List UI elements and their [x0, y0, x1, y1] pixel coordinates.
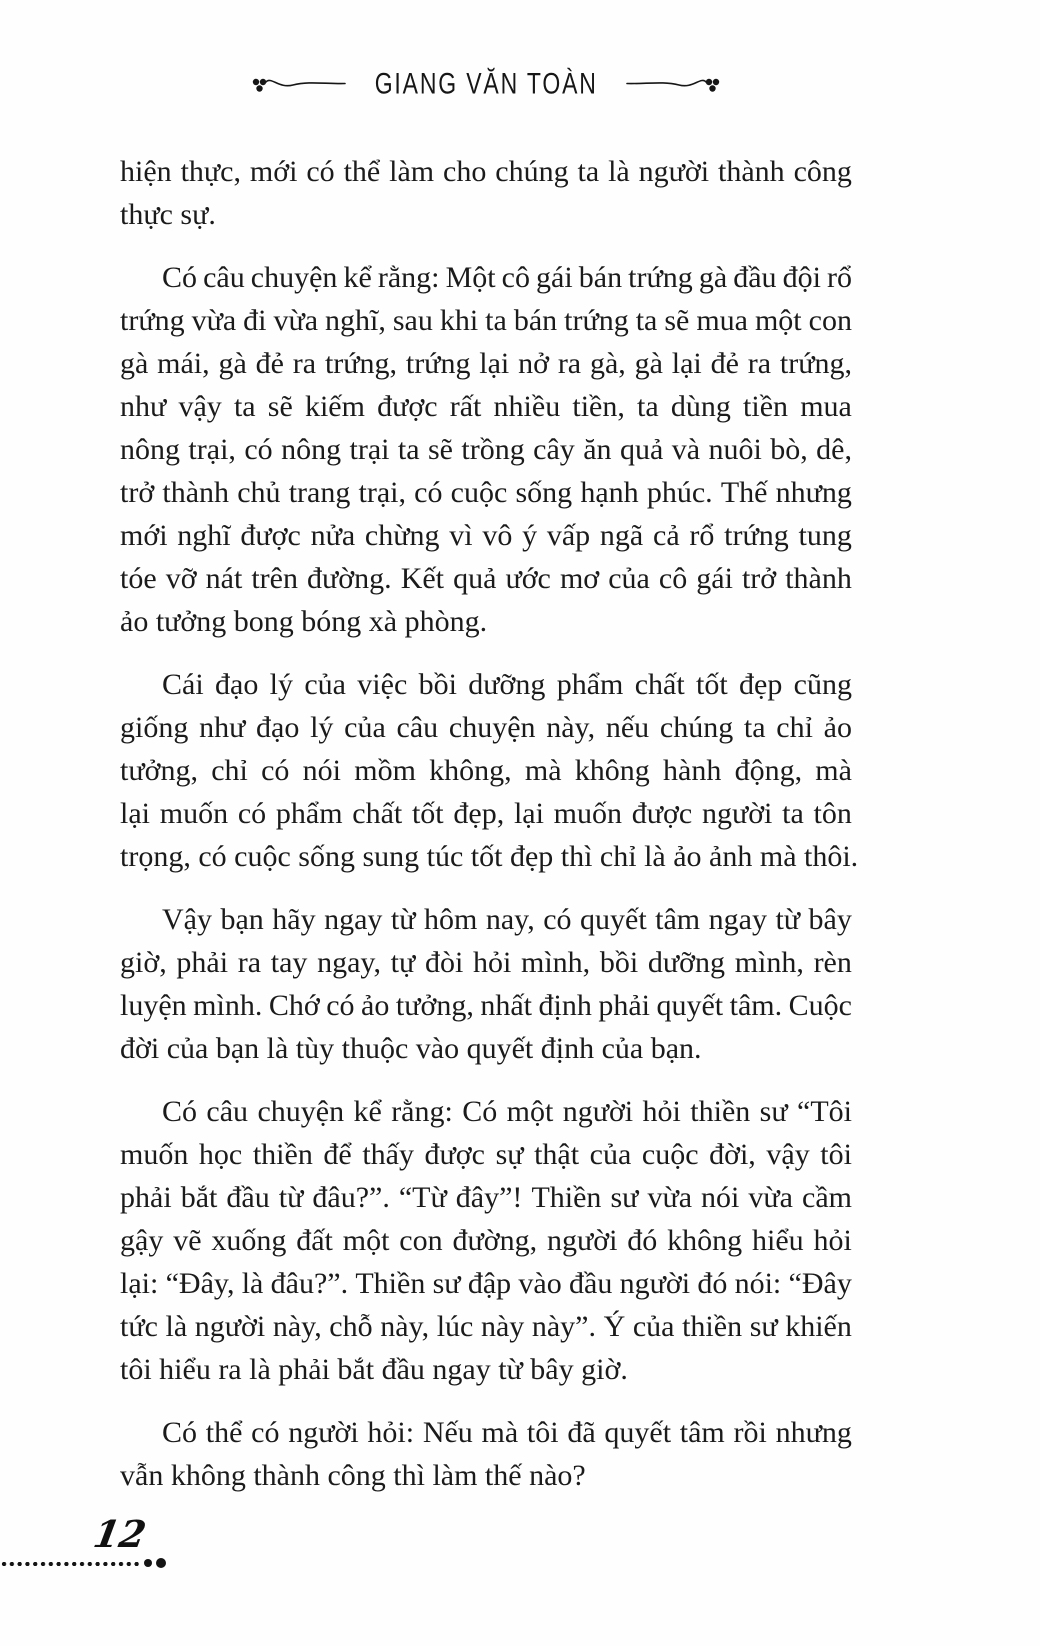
clover-flourish-left-icon — [251, 72, 347, 98]
clover-flourish-right-icon — [625, 72, 721, 98]
text-line: ảo tưởng bong bóng xà phòng. — [120, 605, 488, 638]
text-line: trọng, có cuộc sống sung túc tốt đẹp thì chỉ là ảo ảnh mà thôi. — [120, 840, 859, 873]
text-line: Cái đạo lý của việc bồi dưỡng phẩm chất tốt đẹp cũng — [162, 668, 852, 701]
text-line: hiện thực, mới có thể làm cho chúng ta là người thành công — [120, 155, 852, 188]
text-line: lại muốn có phẩm chất tốt đẹp, lại muốn được người ta tôn — [120, 797, 852, 830]
running-header — [120, 67, 852, 101]
text-line: nông trại, có nông trại ta sẽ trồng cây ăn quả và nuôi bò, dê, — [120, 433, 852, 466]
text-line: Có câu chuyện kể rằng: Một cô gái bán trứng gà đầu đội rổ — [162, 261, 852, 294]
text-line: trở thành chủ trang trại, có cuộc sống hạnh phúc. Thế nhưng — [120, 476, 852, 509]
page-number: 12 — [90, 1512, 150, 1556]
paragraph — [120, 150, 852, 236]
text-line: giống như đạo lý của câu chuyện này, nếu chúng ta chỉ ảo — [120, 711, 852, 744]
text-line: tóe vỡ nát trên đường. Kết quả ước mơ của cô gái trở thành — [120, 562, 852, 595]
text-line: mới nghĩ được nửa chừng vì vô ý vấp ngã cả rổ trứng tung — [120, 519, 852, 552]
page-header-title: GIANG VĂN TOÀN — [374, 67, 598, 101]
text-line: gà mái, gà đẻ ra trứng, trứng lại nở ra gà, gà lại đẻ ra trứng, — [120, 347, 852, 380]
paragraph — [120, 898, 852, 1070]
footer-dotted-rule — [0, 1558, 142, 1570]
paragraph — [120, 1090, 852, 1391]
text-line: trứng vừa đi vừa nghĩ, sau khi ta bán trứng ta sẽ mua một con — [120, 304, 852, 337]
text-line: gậy vẽ xuống đất một con đường, người đó không hiểu hỏi — [120, 1224, 852, 1257]
text-line: lại: “Đây, là đâu?”. Thiền sư đập vào đầu người đó nói: “Đây — [120, 1267, 852, 1300]
text-line: Có câu chuyện kể rằng: Có một người hỏi thiền sư “Tôi — [162, 1095, 852, 1128]
footer-dot — [156, 1558, 166, 1568]
text-line: vẫn không thành công thì làm thế nào? — [120, 1459, 586, 1492]
text-line: tưởng, chỉ có nói mồm không, mà không hành động, mà — [120, 754, 852, 787]
text-line: luyện mình. Chớ có ảo tưởng, nhất định phải quyết tâm. Cuộc — [120, 989, 852, 1022]
text-line: thực sự. — [120, 198, 216, 231]
text-line: Vậy bạn hãy ngay từ hôm nay, có quyết tâm ngay từ bây — [162, 903, 852, 936]
text-line: tức là người này, chỗ này, lúc này này”. Ý của thiền sư khiến — [120, 1310, 852, 1343]
text-line: như vậy ta sẽ kiếm được rất nhiều tiền, ta dùng tiền mua — [120, 390, 852, 423]
text-line: giờ, phải ra tay ngay, tự đòi hỏi mình, bồi dưỡng mình, rèn — [120, 946, 852, 979]
footer-dot — [144, 1559, 152, 1567]
text-line: tôi hiểu ra là phải bắt đầu ngay từ bây giờ. — [120, 1353, 628, 1386]
paragraph — [120, 663, 859, 878]
text-line: phải bắt đầu từ đâu?”. “Từ đây”! Thiền sư vừa nói vừa cầm — [120, 1181, 852, 1214]
paragraph — [120, 1411, 852, 1497]
text-line: Có thể có người hỏi: Nếu mà tôi đã quyết tâm rồi nhưng — [162, 1416, 852, 1449]
text-line: muốn học thiền để thấy được sự thật của cuộc đời, vậy tôi — [120, 1138, 852, 1171]
page-body — [120, 150, 859, 1517]
paragraph — [120, 256, 852, 643]
text-line: đời của bạn là tùy thuộc vào quyết định của bạn. — [120, 1032, 702, 1065]
